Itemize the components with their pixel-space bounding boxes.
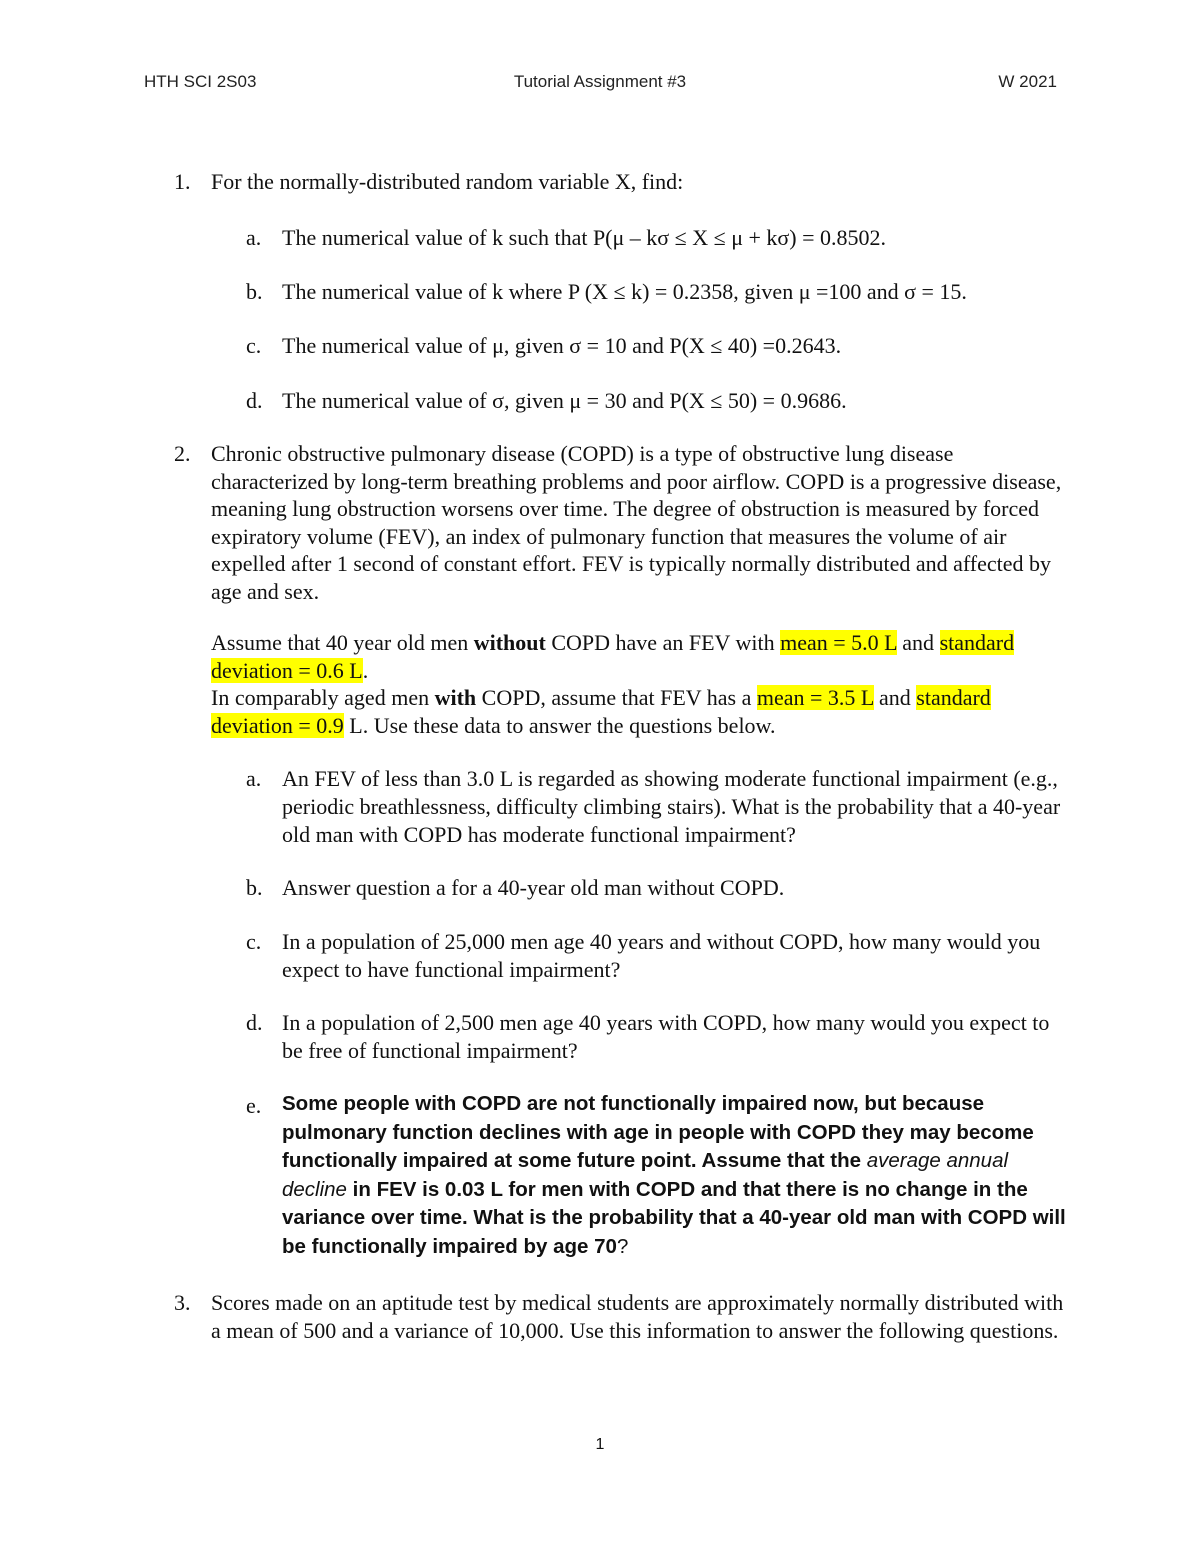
question-2a bbox=[246, 765, 1066, 848]
part-label: d. bbox=[246, 1010, 263, 1035]
question-2e bbox=[246, 1090, 1066, 1262]
part-text: In a population of 25,000 men age 40 years and without COPD, how many would you expect to have functional impairment? bbox=[282, 929, 1041, 982]
part-text: An FEV of less than 3.0 L is regarded as showing moderate functional impairment (e.g., periodic breathlessness, difficulty climbing stairs). What is the probability that a 40-year old man with COPD has moderate functional impairment? bbox=[282, 766, 1061, 847]
part-text: Answer question a for a 40-year old man without COPD. bbox=[282, 875, 785, 900]
page-header bbox=[0, 72, 1200, 102]
question-2d bbox=[246, 1009, 1066, 1065]
part-label: e. bbox=[246, 1093, 262, 1118]
question-text: For the normally-distributed random variable X, find: bbox=[211, 169, 684, 194]
text-run: ? bbox=[616, 1234, 629, 1258]
text-run: and bbox=[896, 630, 940, 655]
text-run: Assume that 40 year old men bbox=[211, 630, 474, 655]
question-2 bbox=[174, 440, 1064, 605]
part-label: d. bbox=[246, 388, 263, 413]
text-run-bold: without bbox=[473, 630, 546, 655]
part-text: The numerical value of μ, given σ = 10 and P(X ≤ 40) =0.2643. bbox=[282, 333, 842, 358]
part-label: a. bbox=[246, 766, 262, 791]
page-number: 1 bbox=[595, 1436, 605, 1453]
highlight-sd-no-copd: standard deviation = 0.6 L bbox=[211, 630, 1015, 683]
question-3 bbox=[174, 1289, 1064, 1344]
part-text: The numerical value of k where P (X ≤ k) = 0.2358, given μ =100 and σ = 15. bbox=[282, 279, 967, 304]
highlight-mean-copd: mean = 3.5 L bbox=[756, 685, 874, 710]
part-text: In a population of 2,500 men age 40 years with COPD, how many would you expect to be free of functional impairment? bbox=[282, 1010, 1050, 1063]
text-run-bold: with bbox=[434, 685, 477, 710]
text-run: Some people with COPD are not functionally impaired now, but because pulmonary function declines with age in people with COPD they may become functionally impaired at some future point. Assume that the bbox=[282, 1092, 1034, 1173]
assumption-text bbox=[211, 629, 1064, 739]
text-run: COPD have an FEV with bbox=[545, 630, 781, 655]
question-1a bbox=[246, 224, 1066, 252]
text-run-italic: average annual decline bbox=[282, 1149, 1009, 1201]
question-number: 1. bbox=[174, 169, 191, 194]
course-code: HTH SCI 2S03 bbox=[144, 72, 257, 91]
text-run: COPD, assume that FEV has a bbox=[476, 685, 757, 710]
assumptions bbox=[174, 629, 1064, 739]
part-label: b. bbox=[246, 279, 263, 304]
question-text: Scores made on an aptitude test by medical students are approximately normally distributed with a mean of 500 and a variance of 10,000. Use this information to answer the following questions. bbox=[211, 1290, 1064, 1343]
text-run: . bbox=[362, 657, 369, 683]
text-run: in FEV is 0.03 L for men with COPD and that there is no change in the variance over time. What is the probability that a 40-year old man with COPD will be functionally impaired by age 70 bbox=[282, 1177, 1066, 1258]
question-number: 3. bbox=[174, 1290, 191, 1315]
highlight-mean-no-copd: mean = 5.0 L bbox=[780, 630, 897, 655]
part-label: c. bbox=[246, 333, 262, 358]
question-2c bbox=[246, 928, 1066, 984]
question-1d bbox=[246, 387, 1066, 415]
question-1c bbox=[246, 332, 1066, 360]
text-run: L. Use these data to answer the questions below. bbox=[343, 712, 776, 738]
question-1b bbox=[246, 278, 1066, 306]
text-run: and bbox=[873, 685, 917, 710]
part-label: c. bbox=[246, 929, 262, 954]
highlight-sd-copd: standard deviation = 0.9 bbox=[211, 685, 991, 738]
part-label: a. bbox=[246, 225, 262, 250]
part-text: The numerical value of k such that P(μ – kσ ≤ X ≤ μ + kσ) = 0.8502. bbox=[282, 225, 886, 250]
question-text: Chronic obstructive pulmonary disease (COPD) is a type of obstructive lung disease characterized by long-term breathing problems and poor airflow. COPD is a progressive disease, meaning lung obstruction worsens over time. The degree of obstruction is measured by forced expiratory volume (FEV), an index of pulmonary function that measures the volume of air expelled after 1 second of constant effort. FEV is typically normally distributed and affected by age and sex. bbox=[211, 441, 1062, 604]
part-text: The numerical value of σ, given μ = 30 and P(X ≤ 50) = 0.9686. bbox=[282, 388, 847, 413]
text-run: In comparably aged men bbox=[211, 685, 435, 710]
part-text bbox=[282, 1090, 1066, 1262]
question-1 bbox=[174, 168, 1064, 196]
assignment-title: Tutorial Assignment #3 bbox=[513, 72, 687, 91]
term: W 2021 bbox=[998, 72, 1057, 91]
part-label: b. bbox=[246, 875, 263, 900]
question-number: 2. bbox=[174, 441, 191, 466]
question-2b bbox=[246, 874, 1066, 902]
